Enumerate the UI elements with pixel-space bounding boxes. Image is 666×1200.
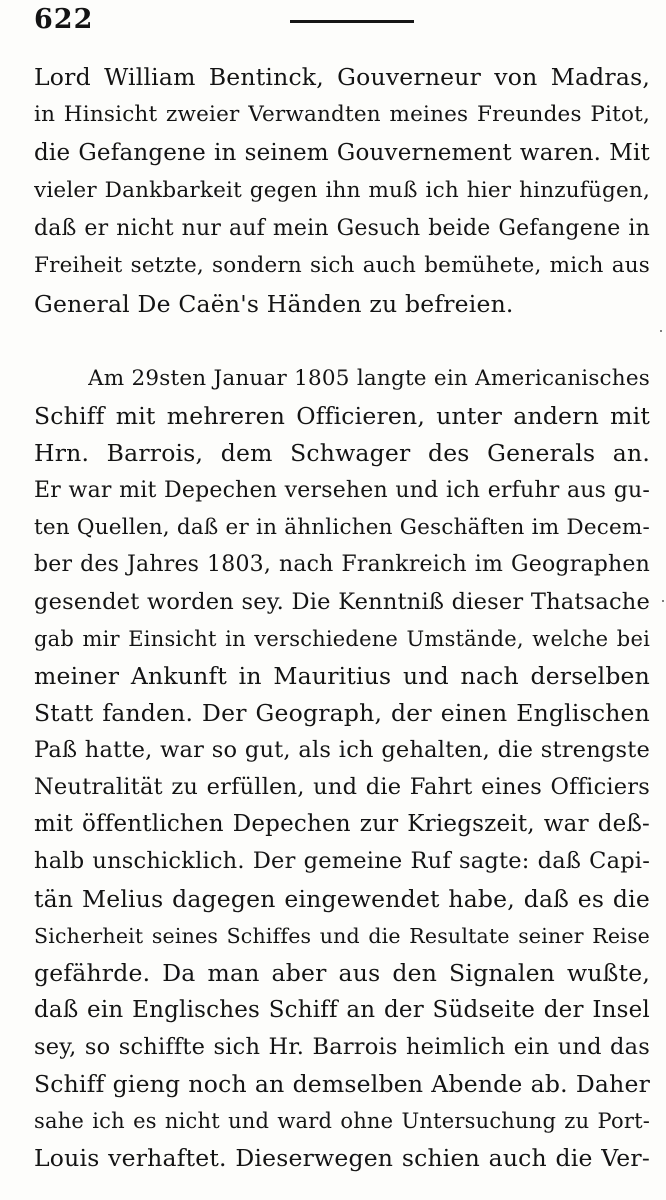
text-line: Hrn. Barrois, dem Schwager des Generals an. xyxy=(34,439,650,467)
text-line: sey, so schiffte sich Hr. Barrois heimlich ein und das xyxy=(34,1034,650,1060)
margin-speck xyxy=(662,600,664,602)
text-line: Schiff gieng noch an demselben Abende ab. Daher xyxy=(34,1070,650,1098)
text-line: Paß hatte, war so gut, als ich gehalten, die strengste xyxy=(34,737,650,763)
text-line: ber des Jahres 1803, nach Frankreich im Geographen xyxy=(34,552,650,577)
text-line: General De Caën's Händen zu befreien. xyxy=(34,290,514,318)
text-line: gefährde. Da man aber aus den Signalen wußte, xyxy=(34,959,650,987)
text-line: Sicherheit seines Schiffes und die Resultate seiner Reise xyxy=(34,924,650,948)
text-line: vieler Dankbarkeit gegen ihn muß ich hier hinzufügen, xyxy=(34,178,650,203)
text-line: sahe ich es nicht und ward ohne Untersuchung zu Port- xyxy=(34,1109,650,1133)
text-line: gesendet worden sey. Die Kenntniß dieser Thatsache xyxy=(34,589,650,615)
text-line: tän Melius dagegen eingewendet habe, daß es die xyxy=(34,885,650,913)
text-line: Lord William Bentinck, Gouverneur von Madras, xyxy=(34,63,650,91)
text-line: meiner Ankunft in Mauritius und nach derselben xyxy=(34,662,650,690)
margin-speck xyxy=(660,330,662,332)
text-line: Er war mit Depechen versehen und ich erfuhr aus gu- xyxy=(34,478,650,503)
text-line: Louis verhaftet. Dieserwegen schien auch die Ver- xyxy=(34,1144,650,1172)
text-line: halb unschicklich. Der gemeine Ruf sagte: daß Capi- xyxy=(34,848,650,874)
text-line: Neutralität zu erfüllen, und die Fahrt eines Officiers xyxy=(34,774,650,800)
text-line: mit öffentlichen Depechen zur Kriegszeit, war deß- xyxy=(34,811,650,837)
text-line: in Hinsicht zweier Verwandten meines Freundes Pitot, xyxy=(34,102,650,127)
text-line: daß ein Englisches Schiff an der Südseite der Insel xyxy=(34,997,650,1023)
text-line: daß er nicht nur auf mein Gesuch beide Gefangene in xyxy=(34,216,650,241)
text-line: Am 29sten Januar 1805 langte ein Americanisches xyxy=(88,366,650,391)
text-line: die Gefangene in seinem Gouvernement waren. Mit xyxy=(34,140,650,166)
text-line: ten Quellen, daß er in ähnlichen Geschäften im Decem- xyxy=(34,515,650,540)
page-number: 622 xyxy=(34,4,94,35)
text-line: Freiheit setzte, sondern sich auch bemühete, mich aus xyxy=(34,253,650,278)
text-line: Schiff mit mehreren Officieren, unter andern mit xyxy=(34,402,650,430)
text-line: Statt fanden. Der Geograph, der einen Englischen xyxy=(34,699,650,727)
text-line: gab mir Einsicht in verschiedene Umstände, welche bei xyxy=(34,627,650,651)
header-rule xyxy=(290,20,414,23)
